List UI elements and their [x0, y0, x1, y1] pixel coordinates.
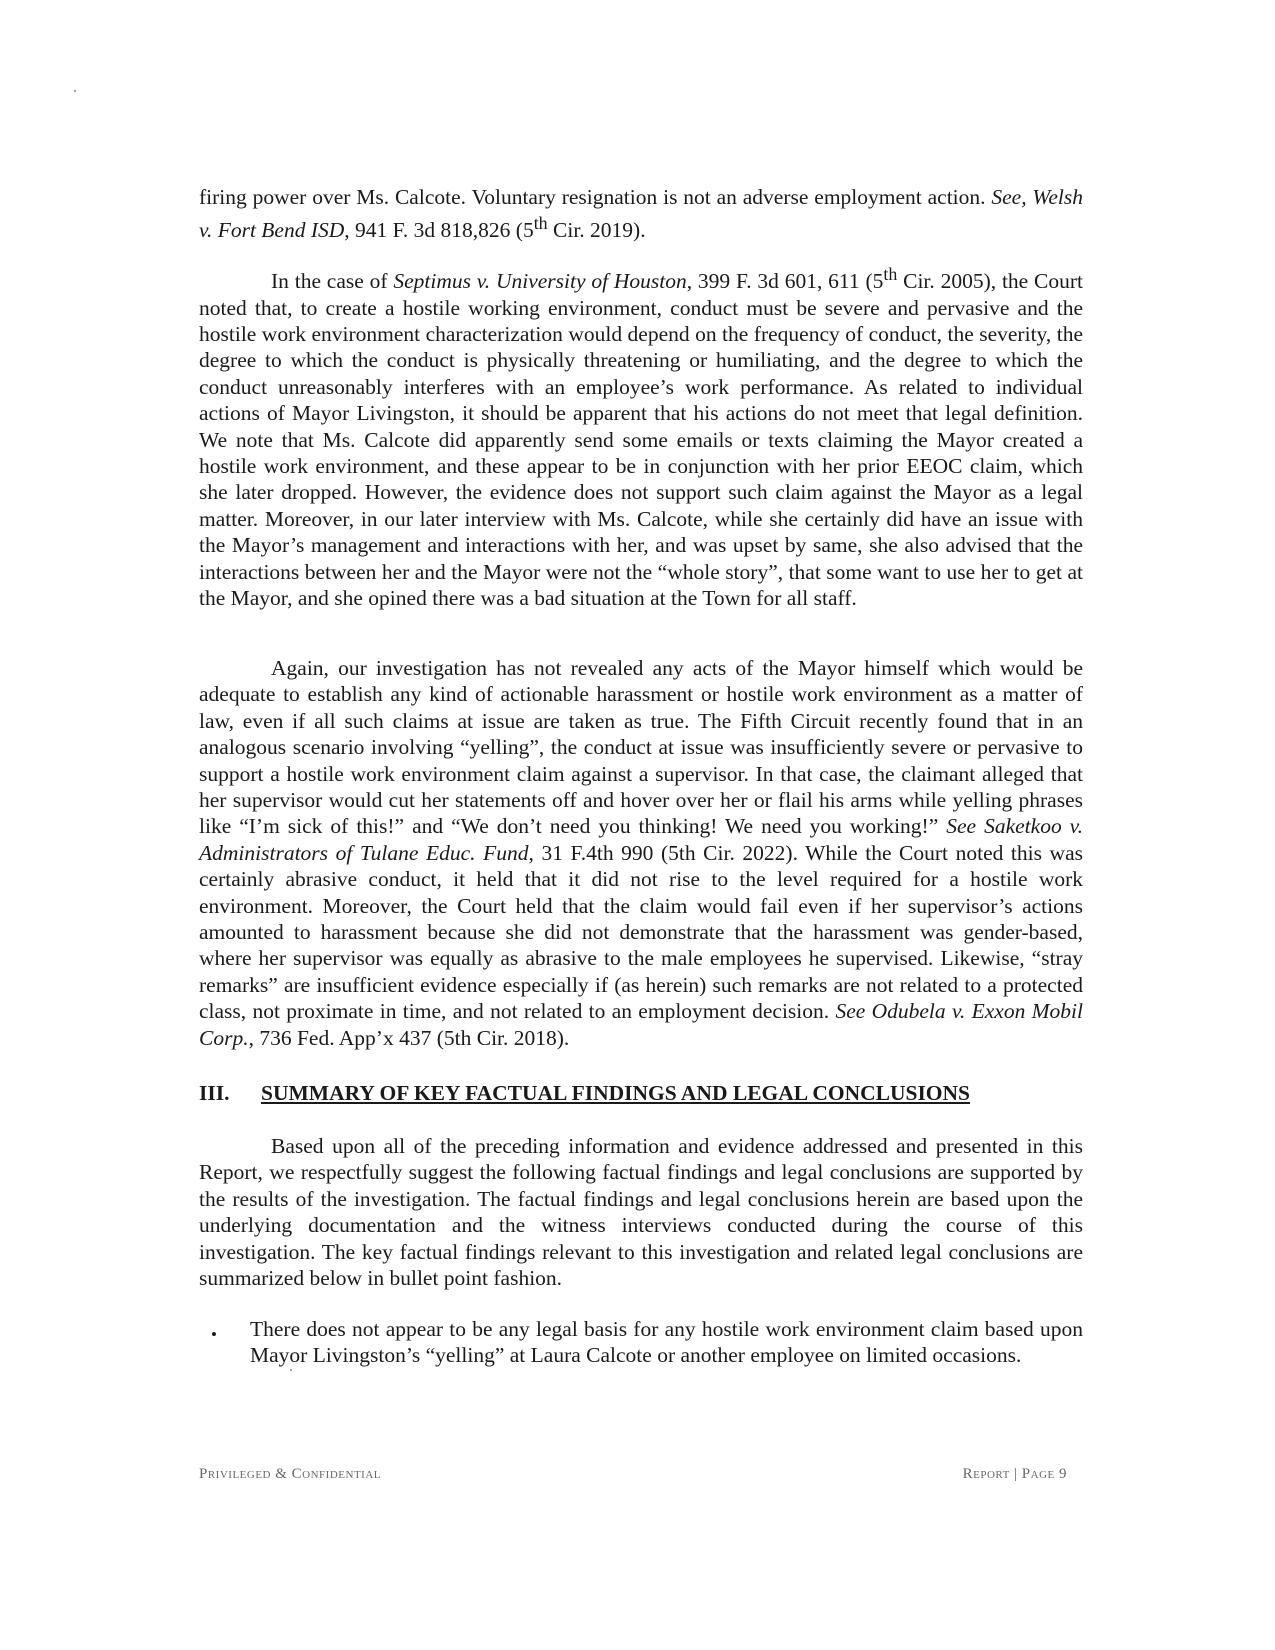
case-citation-saketkoo: See Saketkoo v. Administrators of Tulane Educ. Fund [199, 814, 1084, 865]
footer-confidential: Privileged & Confidential [199, 1466, 381, 1482]
paragraph-3-text: Again, our investigation has not revealed any acts of the Mayor himself which would be adequate to establish any kind of actionable harassment or hostile work environment as a matter of law, even if all such claims at issue are taken as true. The Fifth Circuit recently found that in an analogous scenario involving “yelling”, the conduct at issue was insufficiently severe or pervasive to support a hostile work environment claim against a supervisor. In that case, the claimant alleged that her supervisor would cut her statements off and hover over her or flail his arms while yelling phrases like “I’m sick of this!” and “We don’t need you thinking! We need you working!” [199, 656, 1083, 839]
paragraph-1-text-3: Cir. 2019). [547, 218, 646, 243]
case-citation-welsh: See, Welsh v. Fort Bend ISD [199, 185, 1084, 243]
list-item [199, 1316, 1083, 1369]
ordinal-superscript: th [533, 213, 548, 234]
paragraph-4 [199, 1133, 1083, 1291]
paragraph-1-text: firing power over Ms. Calcote. Voluntary resignation is not an adverse employment action. [199, 185, 992, 209]
section-heading [199, 1081, 1083, 1106]
case-citation-septimus: Septimus v. University of Houston [393, 269, 687, 294]
paragraph-2 [199, 261, 1083, 611]
paragraph-4-text: Based upon all of the preceding information and evidence addressed and presented in this Report, we respectfully suggest the following factual findings and legal conclusions are supported by the results of the investigation. The factual findings and legal conclusions herein are based upon the underlying documentation and the witness interviews conducted during the course of this investigation. The key factual findings relevant to this investigation and related legal conclusions are summarized below in bullet point fashion. [199, 1134, 1083, 1291]
paragraph-2-text: In the case of [271, 269, 394, 294]
section-number: III. [199, 1081, 230, 1105]
case-citation-odubela: See Odubela v. Exxon Mobil Corp. [199, 999, 1083, 1050]
scan-speck [74, 90, 76, 92]
paragraph-1 [199, 184, 1083, 244]
paragraph-2-text-3: Cir. 2005), the Court noted that, to create a hostile working environment, conduct must be severe and pervasive and the hostile work environment characterization would depend on the frequency of conduct, the severity, the degree to which the conduct is physically threatening or humiliating, and the degree to which the conduct unreasonably interferes with an employee’s work performance. As related to individual actions of Mayor Livingston, it should be apparent that his actions do not meet that legal definition. We note that Ms. Calcote did apparently send some emails or texts claiming the Mayor created a hostile work environment, and these appear to be in conjunction with her prior EEOC claim, which she later dropped. However, the evidence does not support such claim against the Mayor as a legal matter. Moreover, in our later interview with Ms. Calcote, while she certainly did have an issue with the Mayor’s management and interactions with her, and was upset by same, she also advised that the interactions between her and the Mayor were not the “whole story”, that some want to use her to get at the Mayor, and she opined there was a bad situation at the Town for all staff. [199, 269, 1083, 611]
footer-page-number: Report | Page 9 [962, 1466, 1067, 1482]
paragraph-2-text-2: , 399 F. 3d 601, 611 (5 [686, 269, 884, 294]
ordinal-superscript: th [883, 264, 898, 284]
paragraph-3 [199, 655, 1083, 1051]
section-title: SUMMARY OF KEY FACTUAL FINDINGS AND LEGAL CONCLUSIONS [261, 1081, 971, 1105]
paragraph-3-text-3: , 736 Fed. App’x 437 (5th Cir. 2018). [248, 1025, 570, 1050]
paragraph-3-text-2: , 31 F.4th 990 (5th Cir. 2022). While the Court noted this was certainly abrasive conduct, it held that it did not rise to the level required for a hostile work environment. Moreover, the Court held that the claim would fail even if her supervisor’s actions amounted to harassment because she did not demonstrate that the harassment was gender-based, where her supervisor was equally as abrasive to the male employees he supervised. Likewise, “stray remarks” are insufficient evidence especially if (as herein) such remarks are not related to a protected class, not proximate in time, and not related to an employment decision. [199, 840, 1083, 1024]
bullet-icon: • [211, 1325, 217, 1344]
paragraph-1-text-2: , 941 F. 3d 818,826 (5 [344, 218, 534, 243]
scan-speck [290, 1369, 292, 1371]
list-item-text: There does not appear to be any legal basis for any hostile work environment claim based upon Mayor Livingston’s “yelling” at Laura Calcote or another employee on limited occasions. [250, 1317, 1083, 1368]
findings-list [199, 1316, 1083, 1369]
